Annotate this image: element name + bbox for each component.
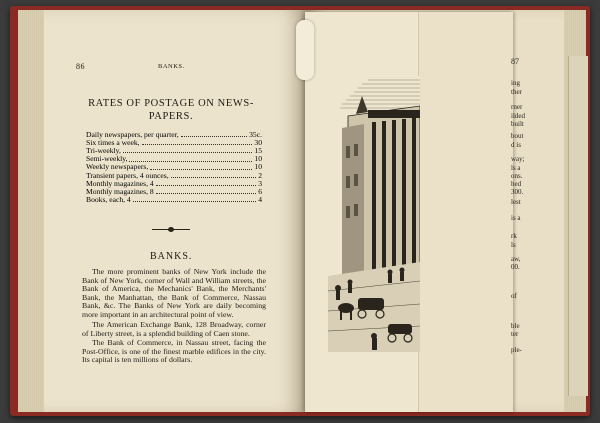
banks-paragraph-2: The American Exchange Bank, 128 Broadway, corner of Liberty street, is a splendid building of Caen stone. bbox=[82, 320, 266, 338]
rate-label: Semi-weekly, bbox=[86, 154, 128, 164]
edge-fragment: ble bbox=[511, 322, 520, 330]
edge-fragment: rner bbox=[511, 103, 523, 111]
edge-fragment: aw, bbox=[511, 255, 521, 263]
edge-fragment: ing bbox=[511, 79, 520, 87]
rate-label: Six times a week, bbox=[86, 138, 140, 148]
leader-dots bbox=[171, 172, 257, 178]
banks-heading: BANKS. bbox=[150, 251, 193, 262]
torn-gutter bbox=[296, 20, 314, 80]
wall-street-engraving bbox=[328, 76, 420, 352]
rate-label: Weekly newspapers, bbox=[86, 162, 149, 172]
running-head: BANKS. bbox=[158, 63, 185, 70]
rate-label: Daily newspapers, per quarter, bbox=[86, 130, 179, 139]
edge-fragment: 300. bbox=[511, 188, 524, 196]
rate-label: Monthly magazines, 8 bbox=[86, 186, 154, 196]
banks-paragraph-3: The Bank of Commerce, in Nassau street, facing the Post-Office, is one of the finest marble edifices in the city. Its capital is ten millions of dollars. bbox=[82, 338, 266, 365]
leader-dots bbox=[129, 155, 252, 161]
ornamental-rule bbox=[152, 229, 190, 230]
edge-fragment: rk bbox=[511, 232, 517, 240]
edge-fragment: way; bbox=[511, 155, 525, 163]
leader-dots bbox=[123, 147, 253, 153]
rate-row bbox=[86, 196, 262, 204]
edge-fragment: ls a bbox=[511, 164, 521, 172]
leader-dots bbox=[150, 163, 252, 169]
leader-dots bbox=[156, 188, 257, 194]
edge-fragment: ls bbox=[511, 241, 516, 249]
leader-dots bbox=[156, 180, 257, 186]
inserted-slip bbox=[568, 56, 588, 396]
rate-value: 35c. bbox=[249, 130, 262, 139]
edge-fragment: d is bbox=[511, 141, 521, 149]
edge-fragment: ilded bbox=[511, 112, 525, 120]
rate-value: 2 bbox=[258, 170, 262, 180]
postage-title-line1: RATES OF POSTAGE ON NEWS- bbox=[88, 98, 254, 109]
rate-value: 4 bbox=[258, 194, 262, 204]
edge-fragment: ple- bbox=[511, 346, 522, 354]
folded-plate-flap bbox=[418, 12, 513, 412]
rate-label: Tri-weekly, bbox=[86, 146, 121, 156]
edge-fragment: ter bbox=[511, 330, 519, 338]
rate-value: 30 bbox=[254, 138, 262, 148]
edge-fragment: lest bbox=[511, 198, 521, 206]
leader-dots bbox=[142, 139, 253, 145]
edge-fragment: of bbox=[511, 292, 517, 300]
rate-label: Transient papers, 4 ounces, bbox=[86, 170, 169, 180]
edge-fragment: hed bbox=[511, 180, 522, 188]
postage-title-line2: PAPERS. bbox=[148, 111, 194, 122]
leader-dots bbox=[133, 196, 256, 202]
rate-label: Monthly magazines, 4 bbox=[86, 178, 154, 188]
edge-fragment: 00. bbox=[511, 263, 520, 271]
banks-paragraph-1: The more prominent banks of New York include the Bank of New York, corner of Wall and William streets, the Bank of America, the Mechanics' Bank, the Merchants' Bank, the Manhattan, the Bank of Commerce, Nassau Bank, &c. The Banks of New York are daily becoming more important in an architectural point of view. bbox=[82, 267, 266, 319]
edge-fragment: ons. bbox=[511, 172, 523, 180]
edge-fragment: ther bbox=[511, 88, 522, 96]
left-page-number: 86 bbox=[76, 62, 85, 71]
edge-fragment: bout bbox=[511, 132, 524, 140]
rate-value: 6 bbox=[258, 186, 262, 196]
leader-dots bbox=[181, 131, 247, 137]
rate-label: Books, each, 4 bbox=[86, 194, 131, 204]
rate-value: 10 bbox=[254, 154, 262, 164]
rate-value: 3 bbox=[258, 178, 262, 188]
edge-fragment: built bbox=[511, 120, 524, 128]
rate-value: 15 bbox=[254, 146, 262, 156]
right-page-number: 87 bbox=[511, 57, 519, 66]
edge-fragment: is a bbox=[511, 214, 521, 222]
rate-value: 10 bbox=[254, 162, 262, 172]
